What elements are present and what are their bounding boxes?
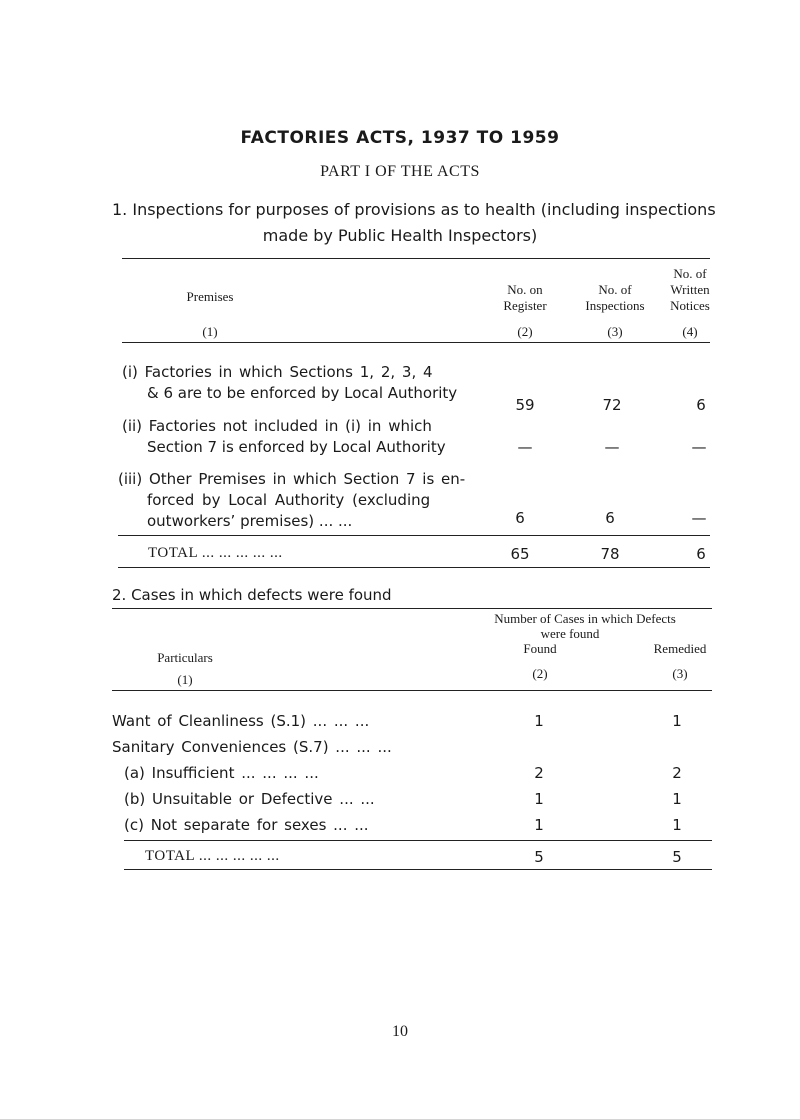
- row-label: outworkers’ premises) ... ...: [147, 512, 353, 530]
- table2-bottom-rule: [124, 869, 712, 870]
- row-label: Want of Cleanliness (S.1) ... ... ...: [112, 712, 370, 730]
- header-found-num: (2): [532, 666, 548, 681]
- total-label: TOTAL ... ... ... ... ...: [145, 848, 280, 864]
- header-found: Found: [523, 641, 557, 656]
- remedied-value: 1: [672, 816, 682, 834]
- found-value: 1: [534, 790, 544, 808]
- header-notices-l2: Written: [670, 282, 710, 297]
- document-title: FACTORIES ACTS, 1937 TO 1959: [240, 128, 560, 148]
- table2-top-rule: [112, 608, 712, 609]
- section1-heading-line2: made by Public Health Inspectors): [262, 226, 538, 245]
- header-register-num: (2): [517, 324, 533, 339]
- row-label: Section 7 is enforced by Local Authority: [147, 438, 446, 456]
- header-notices-l1: No. of: [673, 266, 707, 281]
- header-premises-num: (1): [202, 324, 218, 339]
- header-remedied: Remedied: [653, 641, 707, 656]
- table2-header-rule: [112, 690, 712, 691]
- row-label: (i) Factories in which Sections 1, 2, 3, 4: [122, 363, 433, 381]
- register-value: 59: [515, 396, 535, 414]
- header-particulars: Particulars: [157, 650, 213, 665]
- table2-total-top-rule: [124, 840, 712, 841]
- page-number: 10: [392, 1023, 408, 1040]
- row-label: (iii) Other Premises in which Section 7 is en-: [118, 470, 466, 488]
- notices-value: —: [691, 438, 707, 456]
- header-register-l2: Register: [503, 298, 547, 313]
- register-value: —: [517, 438, 533, 456]
- total-register: 65: [510, 545, 530, 563]
- found-value: 1: [534, 816, 544, 834]
- total-notices: 6: [696, 545, 706, 563]
- header-inspections-l1: No. of: [598, 282, 632, 297]
- remedied-value: 2: [672, 764, 682, 782]
- header-inspections-l2: Inspections: [585, 298, 645, 313]
- total-inspections: 78: [600, 545, 620, 563]
- table1-top-rule: [122, 258, 710, 259]
- notices-value: —: [691, 509, 707, 527]
- inspections-value: 6: [605, 509, 615, 527]
- header-inspections-num: (3): [607, 324, 623, 339]
- inspections-value: 72: [602, 396, 622, 414]
- header-group-l2: were found: [540, 626, 600, 641]
- header-premises: Premises: [186, 289, 234, 304]
- inspections-value: —: [604, 438, 620, 456]
- row-label: (ii) Factories not included in (i) in which: [122, 417, 432, 435]
- header-notices-l3: Notices: [670, 298, 710, 313]
- total-remedied: 5: [672, 848, 682, 866]
- header-group-l1: Number of Cases in which Defects: [494, 611, 676, 626]
- header-notices-num: (4): [682, 324, 698, 339]
- row-label: forced by Local Authority (excluding: [147, 491, 431, 509]
- header-particulars-num: (1): [177, 672, 193, 687]
- header-register-l1: No. on: [507, 282, 543, 297]
- table1-bottom-rule: [118, 567, 710, 568]
- table1-total-top-rule: [118, 535, 710, 536]
- remedied-value: 1: [672, 790, 682, 808]
- row-label: (c) Not separate for sexes ... ...: [124, 816, 369, 834]
- header-remedied-num: (3): [672, 666, 688, 681]
- section1-heading-line1: 1. Inspections for purposes of provisions as to health (including inspections: [112, 200, 716, 219]
- register-value: 6: [515, 509, 525, 527]
- found-value: 1: [534, 712, 544, 730]
- part-heading: PART I OF THE ACTS: [320, 163, 480, 180]
- total-found: 5: [534, 848, 544, 866]
- total-label: TOTAL ... ... ... ... ...: [148, 545, 283, 561]
- found-value: 2: [534, 764, 544, 782]
- remedied-value: 1: [672, 712, 682, 730]
- row-label: & 6 are to be enforced by Local Authority: [147, 384, 458, 402]
- row-label: (b) Unsuitable or Defective ... ...: [124, 790, 375, 808]
- section2-heading: 2. Cases in which defects were found: [112, 586, 392, 604]
- table1-header-rule: [122, 342, 710, 343]
- row-label: Sanitary Conveniences (S.7) ... ... ...: [112, 738, 392, 756]
- row-label: (a) Insufficient ... ... ... ...: [124, 764, 319, 782]
- notices-value: 6: [696, 396, 706, 414]
